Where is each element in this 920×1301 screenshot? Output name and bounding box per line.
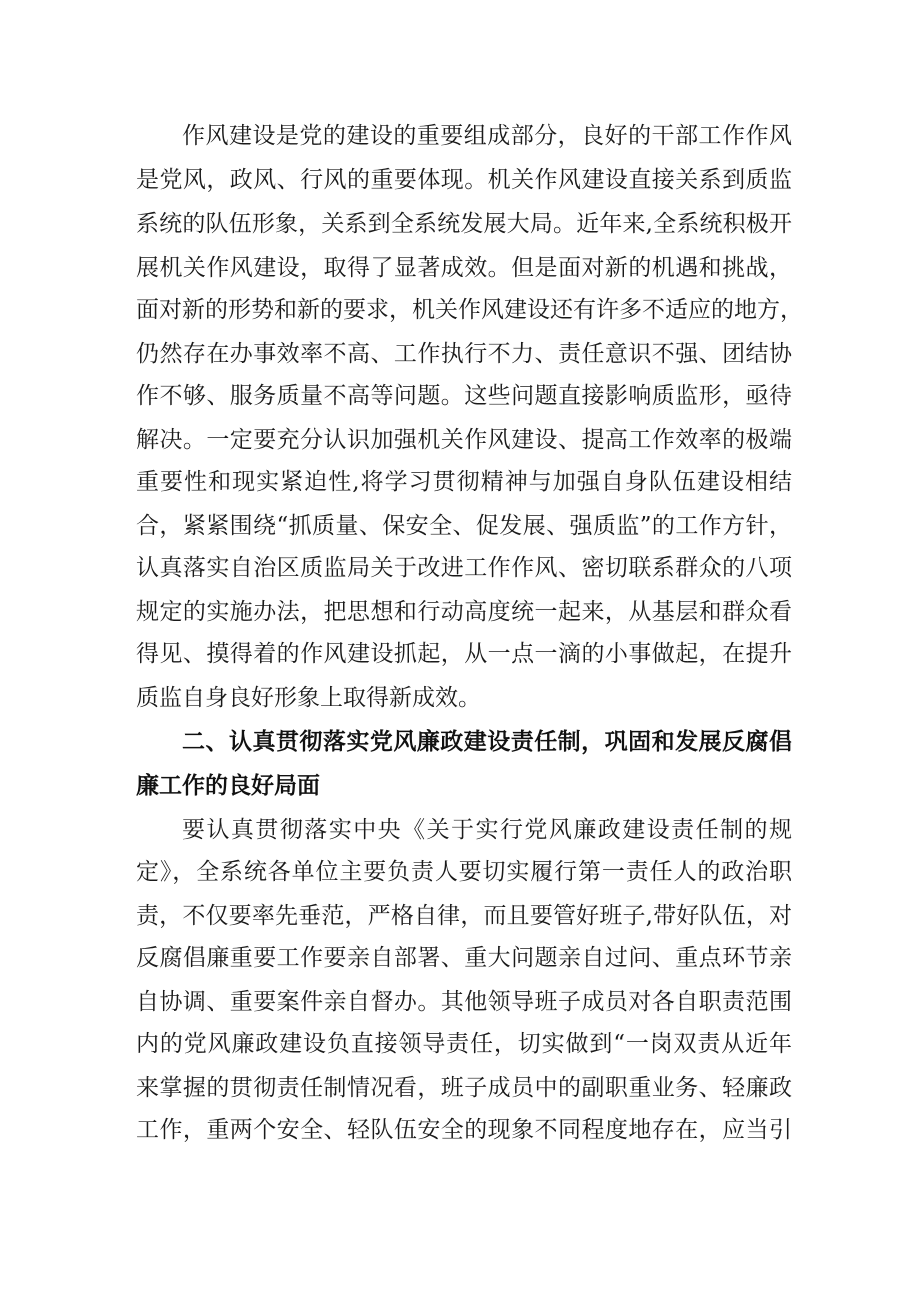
paragraph-2-line-1: 要认真贯彻落实中央《关于实行党风廉政建设责任制的规 <box>182 817 792 843</box>
paragraph-2-line-3: 责，不仅要率先垂范，严格自律，而且要管好班子,带好队伍，对 <box>136 903 792 929</box>
paragraph-1-line-2: 是党风，政风、行风的重要体现。机关作风建设直接关系到质监 <box>136 167 792 193</box>
paragraph-2-line-2: 定》，全系统各单位主要负责人要切实履行第一责任人的政治职 <box>136 859 792 885</box>
paragraph-1-line-1: 作风建设是党的建设的重要组成部分，良好的干部工作作风 <box>182 123 792 149</box>
paragraph-1-line-11: 认真落实自治区质监局关于改进工作作风、密切联系群众的八项 <box>136 555 792 581</box>
paragraph-2-line-7: 来掌握的贯彻责任制情况看，班子成员中的副职重业务、轻廉政 <box>136 1075 792 1101</box>
paragraph-2-line-5: 自协调、重要案件亲自督办。其他领导班子成员对各自职责范围 <box>136 989 792 1015</box>
paragraph-2-line-6: 内的党风廉政建设负直接领导责任，切实做到“一岗双责从近年 <box>136 1031 792 1057</box>
paragraph-1-line-7: 作不够、服务质量不高等问题。这些问题直接影响质监形，亟待 <box>136 383 792 409</box>
paragraph-1-line-3: 系统的队伍形象，关系到全系统发展大局。近年来,全系统积极开 <box>136 211 792 237</box>
paragraph-2-line-8: 工作，重两个安全、轻队伍安全的现象不同程度地存在，应当引 <box>136 1117 792 1143</box>
paragraph-1-line-6: 仍然存在办事效率不高、工作执行不力、责任意识不强、团结协 <box>136 341 792 367</box>
paragraph-1-line-14: 质监自身良好形象上取得新成效。 <box>136 685 481 711</box>
paragraph-1-line-13: 得见、摸得着的作风建设抓起，从一点一滴的小事做起，在提升 <box>136 641 792 667</box>
section-heading-line-2: 廉工作的良好局面 <box>136 773 320 799</box>
paragraph-1-line-4: 展机关作风建设，取得了显著成效。但是面对新的机遇和挑战， <box>136 255 792 281</box>
section-heading-line-1: 二、认真贯彻落实党风廉政建设责任制，巩固和发展反腐倡 <box>182 729 792 755</box>
paragraph-1-line-10: 合，紧紧围绕“抓质量、保安全、促发展、强质监”的工作方针， <box>136 513 792 539</box>
paragraph-2-line-4: 反腐倡廉重要工作要亲自部署、重大问题亲自过问、重点环节亲 <box>136 945 792 971</box>
paragraph-1-line-5: 面对新的形势和新的要求，机关作风建设还有许多不适应的地方， <box>136 297 803 323</box>
paragraph-1-line-12: 规定的实施办法，把思想和行动高度统一起来，从基层和群众看 <box>136 599 792 625</box>
paragraph-1-line-9: 重要性和现实紧迫性,将学习贯彻精神与加强自身队伍建设相结 <box>136 469 792 495</box>
paragraph-1-line-8: 解决。一定要充分认识加强机关作风建设、提高工作效率的极端 <box>136 427 792 453</box>
